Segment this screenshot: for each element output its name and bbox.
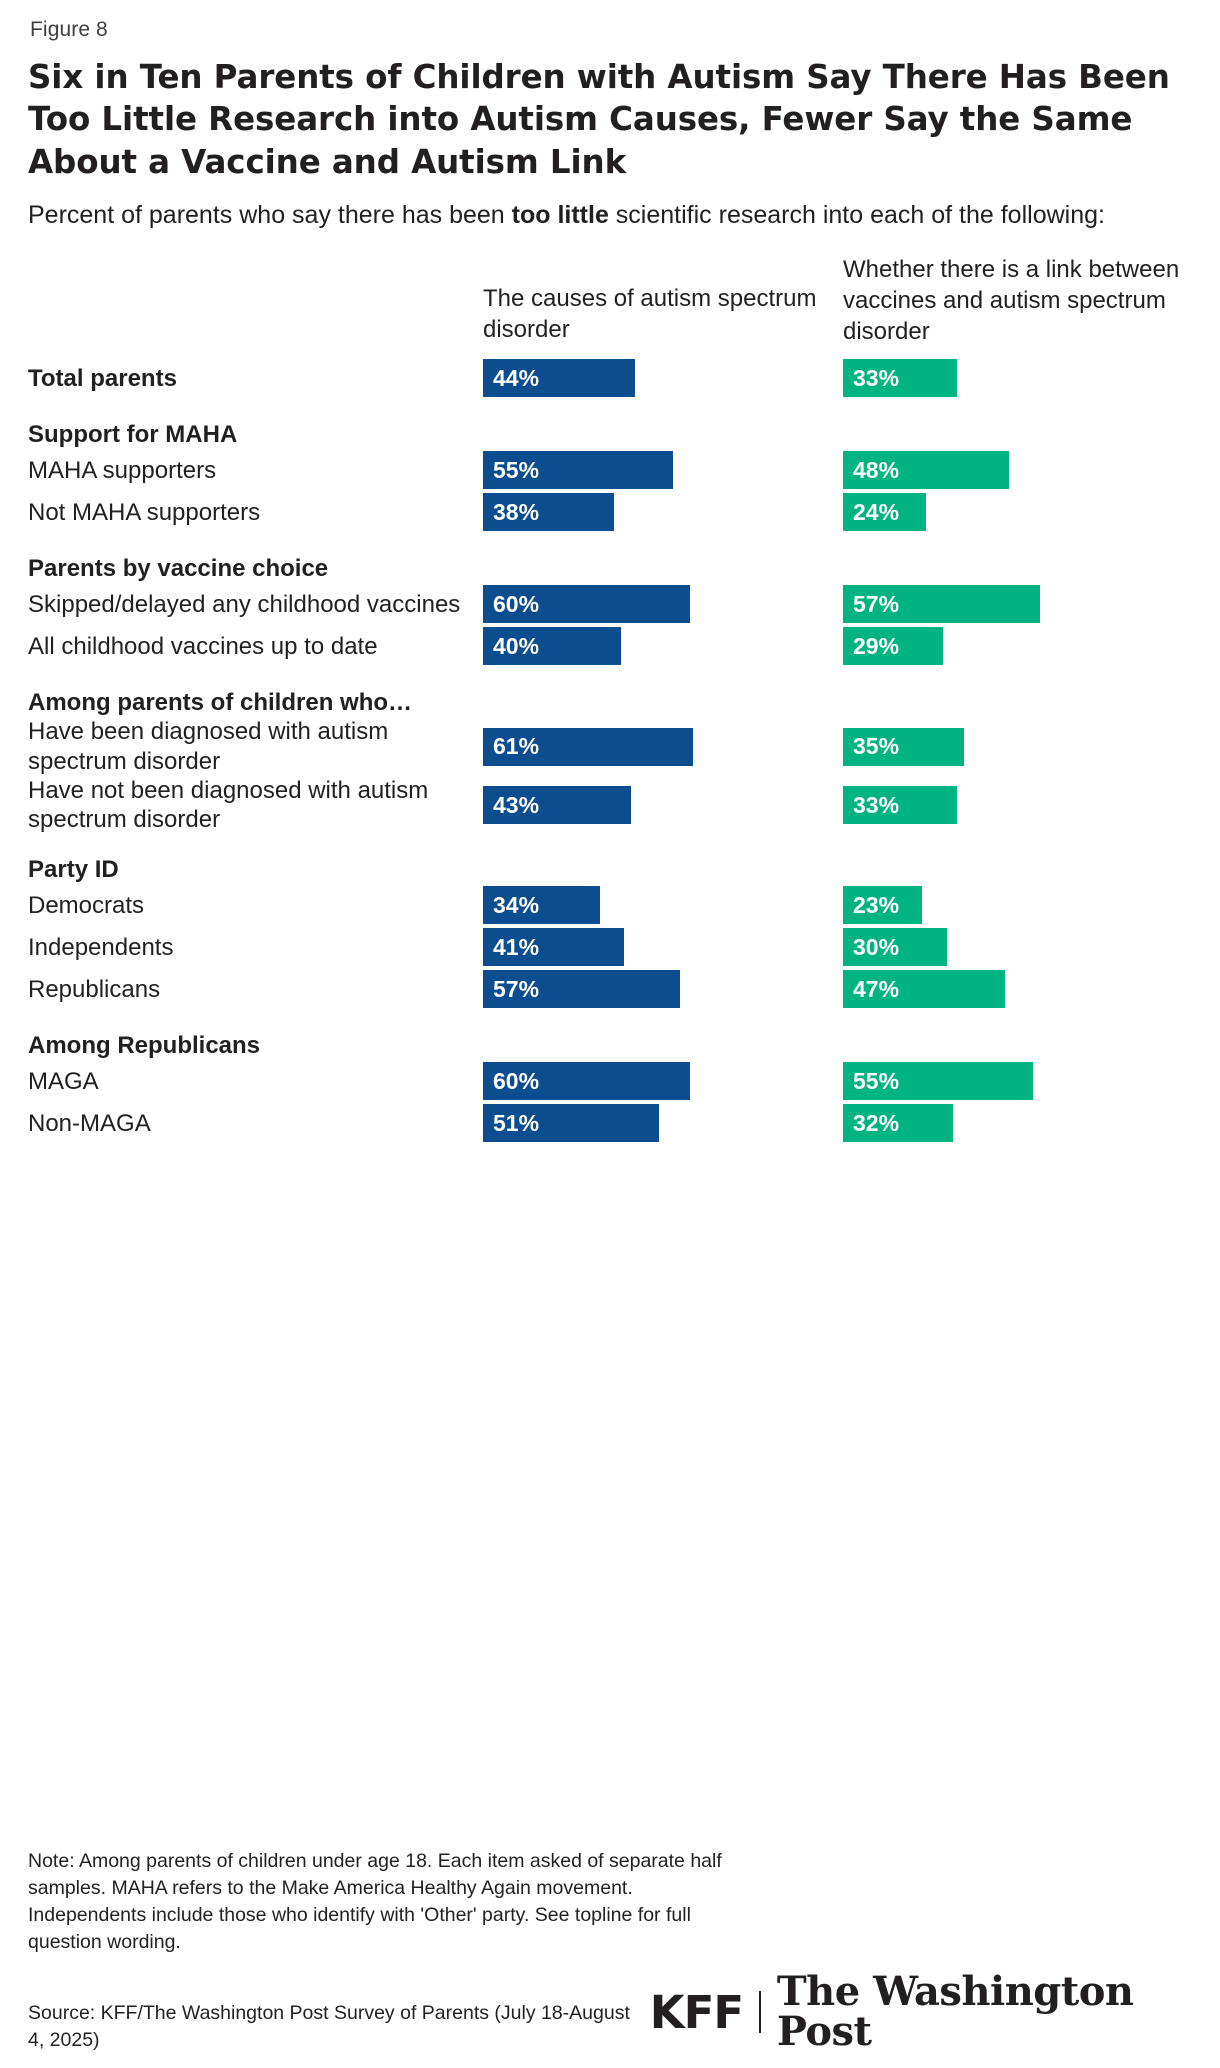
bar-chart — [28, 254, 1192, 1145]
bar-cell-causes — [483, 541, 843, 583]
bar-causes — [483, 627, 621, 665]
bar-value-label: 44% — [493, 364, 540, 391]
bar-vaccine-link — [843, 970, 1005, 1008]
bar-cell-vaccine-link — [843, 449, 1193, 491]
bar-causes — [483, 886, 600, 924]
subtitle-part-2: scientific research into each of the following: — [608, 200, 1105, 229]
table-row — [28, 968, 1192, 1010]
bar-cell-vaccine-link — [843, 842, 1193, 884]
bar-cell-vaccine-link — [843, 541, 1193, 583]
washington-post-logo: The Washington Post — [776, 1968, 1134, 2055]
bar-cell-causes — [483, 784, 843, 826]
bar-cell-causes — [483, 583, 843, 625]
row-label: Party ID — [28, 856, 119, 884]
table-row — [28, 1102, 1192, 1144]
bar-value-label: 60% — [493, 1067, 540, 1094]
group-heading-row — [28, 407, 1192, 449]
bar-cell-causes — [483, 884, 843, 926]
bar-cell-vaccine-link — [843, 1018, 1193, 1060]
table-row — [28, 884, 1192, 926]
bar-cell-vaccine-link — [843, 357, 1193, 399]
group-heading-row — [28, 842, 1192, 884]
row-label: Republicans — [28, 975, 161, 1003]
bar-causes — [483, 970, 680, 1008]
bar-value-label: 57% — [853, 590, 900, 617]
row-label: Non-MAGA — [28, 1109, 151, 1137]
column-headers-row — [28, 254, 1192, 348]
row-label: Among parents of children who… — [28, 689, 413, 717]
bar-value-label: 48% — [853, 456, 900, 483]
bar-cell-causes — [483, 357, 843, 399]
column-header-vaccine-link: Whether there is a link between vaccines and autism spectrum disorder — [843, 255, 1180, 346]
row-spacer — [28, 667, 1192, 675]
row-spacer — [28, 533, 1192, 541]
row-spacer — [28, 1010, 1192, 1018]
bar-vaccine-link — [843, 928, 947, 966]
bar-value-label: 30% — [853, 933, 900, 960]
bar-value-label: 24% — [853, 498, 900, 525]
bar-value-label: 51% — [493, 1109, 540, 1136]
bar-vaccine-link — [843, 1104, 953, 1142]
bar-cell-vaccine-link — [843, 1102, 1193, 1144]
bar-cell-causes — [483, 1060, 843, 1102]
figure-number: Figure 8 — [30, 18, 108, 41]
chart-source: Source: KFF/The Washington Post Survey of Parents (July 18-August 4, 2025) — [28, 2002, 630, 2052]
row-spacer — [28, 399, 1192, 407]
logo-divider — [759, 1991, 761, 2033]
row-label: Independents — [28, 933, 174, 961]
bar-cell-vaccine-link — [843, 968, 1193, 1010]
bar-value-label: 32% — [853, 1109, 900, 1136]
row-label: All childhood vaccines up to date — [28, 632, 378, 660]
bar-causes — [483, 728, 693, 766]
bar-value-label: 57% — [493, 975, 540, 1002]
bar-cell-vaccine-link — [843, 625, 1193, 667]
bar-cell-vaccine-link — [843, 583, 1193, 625]
table-row — [28, 625, 1192, 667]
row-label: Parents by vaccine choice — [28, 555, 329, 583]
kff-logo: KFF — [649, 1985, 744, 2039]
subtitle-part-1: Percent of parents who say there has been — [28, 200, 512, 229]
bar-cell-vaccine-link — [843, 884, 1193, 926]
row-spacer — [28, 834, 1192, 842]
bar-causes — [483, 1104, 659, 1142]
row-label: Among Republicans — [28, 1032, 261, 1060]
bar-vaccine-link — [843, 728, 964, 766]
column-header-causes: The causes of autism spectrum disorder — [483, 284, 817, 344]
group-heading-row — [28, 541, 1192, 583]
bar-cell-vaccine-link — [843, 784, 1193, 826]
bar-cell-causes — [483, 675, 843, 717]
bar-cell-vaccine-link — [843, 675, 1193, 717]
bar-value-label: 55% — [493, 456, 540, 483]
row-label: Have not been diagnosed with autism spectrum disorder — [28, 776, 429, 834]
bar-vaccine-link — [843, 1062, 1033, 1100]
bar-vaccine-link — [843, 627, 943, 665]
table-row — [28, 449, 1192, 491]
row-label: Democrats — [28, 891, 145, 919]
bar-cell-causes — [483, 1102, 843, 1144]
bar-cell-causes — [483, 968, 843, 1010]
bar-cell-causes — [483, 1018, 843, 1060]
bar-vaccine-link — [843, 493, 926, 531]
bar-value-label: 41% — [493, 933, 540, 960]
bar-vaccine-link — [843, 886, 922, 924]
bar-cell-causes — [483, 407, 843, 449]
bar-vaccine-link — [843, 359, 957, 397]
bar-cell-causes — [483, 842, 843, 884]
bar-cell-vaccine-link — [843, 407, 1193, 449]
bar-value-label: 60% — [493, 590, 540, 617]
bar-causes — [483, 359, 635, 397]
table-row — [28, 776, 1192, 835]
bar-cell-vaccine-link — [843, 726, 1193, 768]
table-row — [28, 357, 1192, 399]
bar-value-label: 35% — [853, 733, 900, 760]
bar-value-label: 34% — [493, 891, 540, 918]
row-label: MAGA — [28, 1067, 99, 1095]
bar-cell-vaccine-link — [843, 926, 1193, 968]
row-label: Support for MAHA — [28, 421, 238, 449]
bar-value-label: 33% — [853, 791, 900, 818]
row-label: Total parents — [28, 364, 177, 392]
row-label: MAHA supporters — [28, 456, 217, 484]
group-heading-row — [28, 1018, 1192, 1060]
bar-value-label: 29% — [853, 632, 900, 659]
source-row — [28, 1968, 1192, 2055]
group-heading-row — [28, 675, 1192, 717]
logo-group — [649, 1968, 1192, 2055]
row-label: Not MAHA supporters — [28, 498, 261, 526]
bar-vaccine-link — [843, 786, 957, 824]
chart-rows — [28, 357, 1192, 1144]
bar-value-label: 40% — [493, 632, 540, 659]
bar-vaccine-link — [843, 585, 1040, 623]
bar-cell-causes — [483, 926, 843, 968]
bar-vaccine-link — [843, 451, 1009, 489]
bar-cell-causes — [483, 449, 843, 491]
figure-footer — [28, 1848, 1192, 2054]
row-label: Skipped/delayed any childhood vaccines — [28, 590, 461, 618]
bar-cell-causes — [483, 726, 843, 768]
bar-value-label: 55% — [853, 1067, 900, 1094]
bar-causes — [483, 493, 614, 531]
bar-value-label: 38% — [493, 498, 540, 525]
bar-cell-causes — [483, 491, 843, 533]
chart-subtitle — [28, 199, 1192, 232]
bar-causes — [483, 585, 690, 623]
bar-causes — [483, 928, 624, 966]
bar-causes — [483, 451, 673, 489]
table-row — [28, 491, 1192, 533]
page-title: Six in Ten Parents of Children with Autism Say There Has Been Too Little Research into Autism Causes, Fewer Say the Same About a Vaccine and Autism Link — [28, 58, 1170, 181]
table-row — [28, 717, 1192, 776]
bar-value-label: 43% — [493, 791, 540, 818]
bar-value-label: 47% — [853, 975, 900, 1002]
bar-value-label: 61% — [493, 733, 540, 760]
row-label: Have been diagnosed with autism spectrum disorder — [28, 718, 389, 775]
bar-causes — [483, 1062, 690, 1100]
bar-cell-causes — [483, 625, 843, 667]
subtitle-emphasis: too little — [511, 200, 609, 229]
bar-causes — [483, 786, 631, 824]
chart-note: Note: Among parents of children under age 18. Each item asked of separate half samples. MAHA refers to the Make America Healthy Again movement. Independents include those who identify with 'Other' party. See topline for full question wording. — [28, 1850, 722, 1954]
bar-cell-vaccine-link — [843, 1060, 1193, 1102]
table-row — [28, 1060, 1192, 1102]
bar-value-label: 23% — [853, 891, 900, 918]
table-row — [28, 926, 1192, 968]
bar-cell-vaccine-link — [843, 491, 1193, 533]
bar-value-label: 33% — [853, 364, 900, 391]
table-row — [28, 583, 1192, 625]
